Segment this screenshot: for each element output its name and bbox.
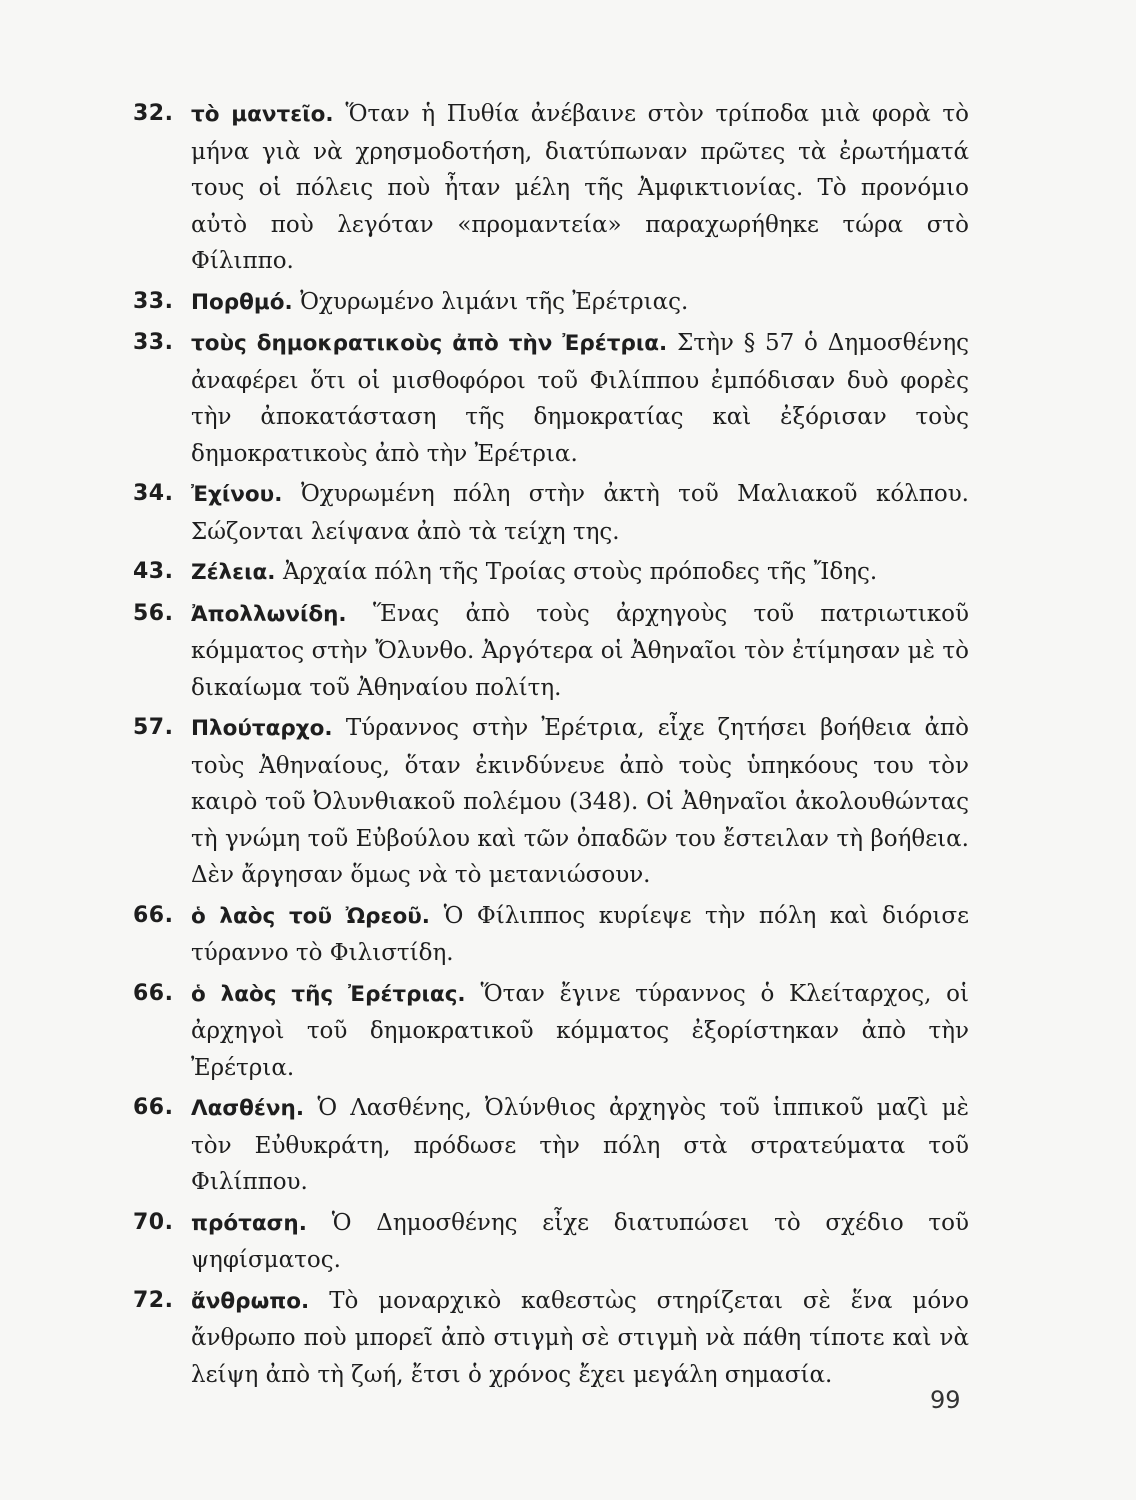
note-number: 72. bbox=[133, 1287, 174, 1313]
note-number: 57. bbox=[133, 715, 174, 740]
note-term: Λασθένη. bbox=[191, 1096, 318, 1121]
note-item bbox=[133, 476, 969, 550]
note-number: 33. bbox=[133, 330, 174, 355]
note-text: Ὁ Δημοσθένης εἶχε διατυπώσει τὸ σχέδιο τοῦ ψηφίσματος. bbox=[191, 1209, 969, 1273]
note-term: τοὺς δημοκρατικοὺς ἀπὸ τὴν Ἐρέτρια. bbox=[191, 331, 678, 356]
note-number: 66. bbox=[133, 980, 174, 1006]
note-number: 33. bbox=[133, 288, 174, 314]
note-number: 66. bbox=[133, 1095, 174, 1120]
note-text: Ὅταν ἡ Πυθία ἀνέβαινε στὸν τρίποδα μιὰ φορὰ τὸ μήνα γιὰ νὰ χρησμοδοτήση, διατύπωναν πρῶτες τὰ ἐρωτήματά τους οἱ πόλεις ποὺ ἦταν μέλη τῆς Ἀμφικτιονίας. Τὸ προνόμιο αὐτὸ ποὺ λεγόταν «προμαντεία» παραχωρήθηκε τώρα στὸ Φίλιππο. bbox=[191, 101, 970, 274]
note-term: ὁ λαὸς τῆς Ἐρέτριας. bbox=[191, 981, 481, 1007]
note-term: ἄνθρωπο. bbox=[191, 1288, 330, 1314]
note-text: Ὁ Λασθένης, Ὀλύνθιος ἀρχηγὸς τοῦ ἱππικοῦ μαζὶ μὲ τὸν Εὐθυκράτη, πρόδωσε τὴν πόλη στὰ στρατεύματα τοῦ Φιλίππου. bbox=[191, 1095, 969, 1195]
note-text: Ὁ Φίλιππος κυρίεψε τὴν πόλη καὶ διόρισε τύραννο τὸ Φιλιστίδη. bbox=[191, 902, 969, 966]
note-text: Ὅταν ἔγινε τύραννος ὁ Κλείταρχος, οἱ ἀρχηγοὶ τοῦ δημοκρατικοῦ κόμματος ἐξορίστηκαν ἀπὸ τὴν Ἐρέτρια. bbox=[191, 980, 970, 1081]
notes-list bbox=[133, 96, 969, 1397]
note-item bbox=[133, 284, 969, 322]
note-text: Τὸ μοναρχικὸ καθεστὼς στηρίζεται σὲ ἕνα μόνο ἄνθρωπο ποὺ μπορεῖ ἀπὸ στιγμὴ σὲ στιγμὴ νὰ πάθη τίποτε καὶ νὰ λείψη ἀπὸ τὴ ζωή, ἔτσι ὁ χρόνος ἔχει μεγάλη σημασία. bbox=[191, 1287, 969, 1388]
note-item bbox=[133, 1205, 969, 1279]
note-text: Ὀχυρωμένο λιμάνι τῆς Ἐρέτριας. bbox=[300, 288, 689, 315]
note-item bbox=[133, 1090, 969, 1201]
note-text: Τύραννος στὴν Ἐρέτρια, εἶχε ζητήσει βοήθεια ἀπὸ τοὺς Ἀθηναίους, ὅταν ἐκινδύνευε ἀπὸ τοὺς ὑπηκόους του τὸν καιρὸ τοῦ Ὀλυνθιακοῦ πολέμου (348). Οἱ Ἀθηναῖοι ἀκολουθώντας τὴ γνώμη τοῦ Εὐβούλου καὶ τῶν ὀπαδῶν του ἔστειλαν τὴ βοήθεια. Δὲν ἄργησαν ὅμως νὰ τὸ μετανιώσουν. bbox=[191, 715, 970, 888]
note-term: Πορθμό. bbox=[191, 289, 301, 315]
note-term: τὸ μαντεῖο. bbox=[191, 102, 346, 127]
note-term: Ζέλεια. bbox=[191, 560, 283, 585]
note-term: ὁ λαὸς τοῦ Ὠρεοῦ. bbox=[191, 903, 444, 929]
note-text: Ὀχυρωμένη πόλη στὴν ἀκτὴ τοῦ Μαλιακοῦ κόλπου. Σώζονται λείψανα ἀπὸ τὰ τείχη της. bbox=[191, 481, 969, 545]
note-item bbox=[133, 554, 969, 592]
note-term: πρόταση. bbox=[191, 1210, 332, 1236]
note-item bbox=[133, 96, 969, 280]
note-text: Στὴν § 57 ὁ Δημοσθένης ἀναφέρει ὅτι οἱ μισθοφόροι τοῦ Φιλίππου ἐμπόδισαν δυὸ φορὲς τὴν ἀποκατάσταση τῆς δημοκρατίας καὶ ἐξόρισαν τοὺς δημοκρατικοὺς ἀπὸ τὴν Ἐρέτρια. bbox=[191, 330, 969, 467]
note-item bbox=[133, 898, 969, 972]
note-number: 32. bbox=[133, 101, 174, 126]
note-number: 70. bbox=[133, 1209, 174, 1235]
note-term: Πλούταρχο. bbox=[191, 716, 346, 741]
note-number: 56. bbox=[133, 600, 174, 626]
note-number: 66. bbox=[133, 902, 174, 928]
note-number: 43. bbox=[133, 559, 174, 584]
note-item bbox=[133, 1283, 969, 1394]
note-text: Ἕνας ἀπὸ τοὺς ἀρχηγοὺς τοῦ πατριωτικοῦ κόμματος στὴν Ὄλυνθο. Ἀργότερα οἱ Ἀθηναῖοι τὸν ἐτίμησαν μὲ τὸ δικαίωμα τοῦ Ἀθηναίου πολίτη. bbox=[191, 600, 969, 701]
note-text: Ἀρχαία πόλη τῆς Τροίας στοὺς πρόποδες τῆς Ἴδης. bbox=[282, 559, 878, 585]
note-item bbox=[133, 596, 969, 707]
note-term: Ἐχίνου. bbox=[191, 482, 301, 507]
note-term: Ἀπολλωνίδη. bbox=[191, 601, 374, 627]
note-item bbox=[133, 710, 969, 894]
page-number: 99 bbox=[930, 1386, 961, 1414]
note-item bbox=[133, 976, 969, 1087]
note-number: 34. bbox=[133, 481, 174, 506]
note-item bbox=[133, 325, 969, 472]
